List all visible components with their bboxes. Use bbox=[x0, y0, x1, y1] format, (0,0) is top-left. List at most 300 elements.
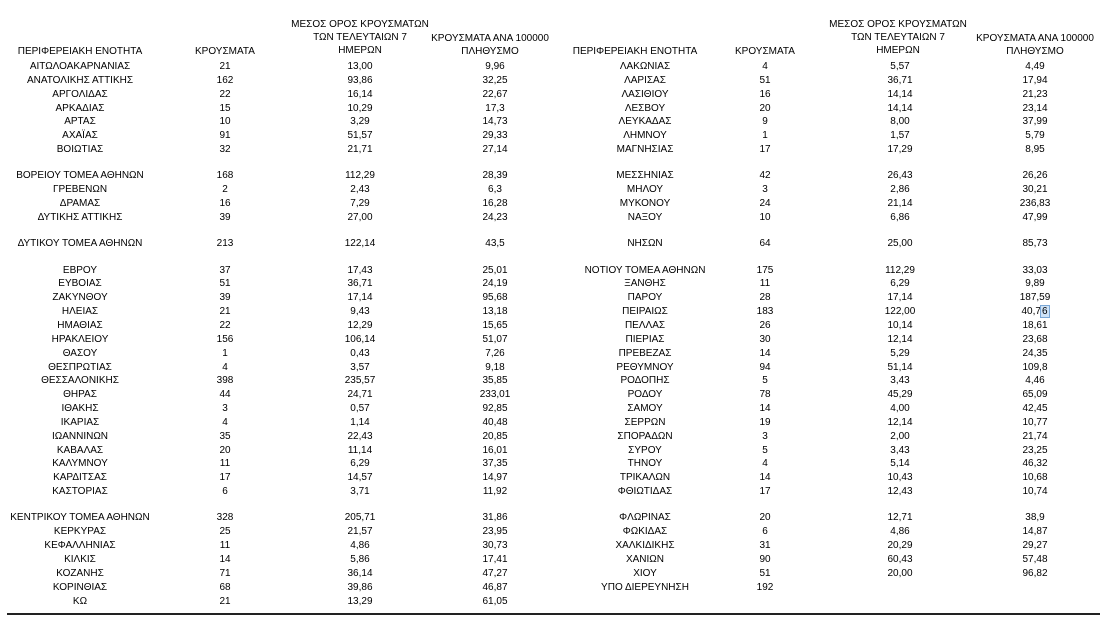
table-row bbox=[0, 197, 560, 211]
avg7-value: 6,86 bbox=[890, 211, 910, 223]
region-name: ΖΑΚΥΝΘΟΥ bbox=[52, 292, 108, 304]
per100k-value: 17,3 bbox=[485, 102, 505, 114]
cases-value: 22 bbox=[219, 320, 231, 331]
region-name: ΚΑΡΔΙΤΣΑΣ bbox=[53, 472, 107, 484]
per100k-value: 14,97 bbox=[482, 472, 508, 484]
per100k-value: 23,95 bbox=[482, 526, 508, 538]
text-selection-highlight[interactable]: 6 bbox=[1041, 306, 1048, 318]
header-per100k-line: ΚΡΟΥΣΜΑΤΑ ΑΝΑ 100000 bbox=[431, 33, 549, 44]
per100k-value: 31,86 bbox=[482, 512, 508, 524]
per100k-value: 9,18 bbox=[485, 361, 505, 373]
cases-value: 10 bbox=[219, 116, 231, 128]
per100k-value-part: 40,7 bbox=[1021, 306, 1041, 318]
region-name: ΦΘΙΩΤΙΔΑΣ bbox=[617, 486, 673, 498]
cases-value: 11 bbox=[219, 540, 231, 552]
per100k-value: 23,68 bbox=[1022, 333, 1048, 345]
header-cases: ΚΡΟΥΣΜΑΤΑ bbox=[735, 46, 795, 57]
table-row bbox=[0, 305, 560, 319]
avg7-value: 14,14 bbox=[887, 88, 913, 100]
per100k-value: 18,61 bbox=[1022, 320, 1048, 331]
per100k-value: 65,09 bbox=[1022, 389, 1048, 401]
avg7-value: 26,43 bbox=[887, 170, 913, 182]
table-row bbox=[0, 143, 560, 157]
cases-value: 20 bbox=[219, 444, 231, 456]
region-name: ΜΑΓΝΗΣΙΑΣ bbox=[616, 144, 674, 156]
cases-value: 11 bbox=[219, 458, 231, 470]
avg7-value: 10,14 bbox=[887, 320, 913, 331]
table-row bbox=[555, 511, 1115, 525]
cases-value: 51 bbox=[219, 278, 231, 290]
header-avg7-line: ΤΩΝ ΤΕΛΕΥΤΑΙΩΝ 7 bbox=[851, 32, 945, 43]
cases-value: 71 bbox=[219, 567, 231, 579]
cases-value: 168 bbox=[216, 170, 234, 182]
avg7-value: 17,29 bbox=[887, 144, 913, 156]
avg7-value: 39,86 bbox=[347, 581, 373, 593]
per100k-value: 22,67 bbox=[482, 88, 508, 100]
avg7-value: 106,14 bbox=[344, 333, 376, 345]
avg7-value: 51,57 bbox=[347, 130, 373, 142]
per100k-value: 35,85 bbox=[482, 375, 508, 387]
avg7-value: 17,14 bbox=[347, 292, 373, 304]
cases-value: 31 bbox=[759, 540, 771, 552]
per100k-value: 17,94 bbox=[1022, 74, 1048, 86]
region-name: ΒΟΡΕΙΟΥ ΤΟΜΕΑ ΑΘΗΝΩΝ bbox=[16, 170, 144, 182]
region-name: ΗΛΕΙΑΣ bbox=[61, 306, 99, 318]
avg7-value: 14,14 bbox=[887, 102, 913, 114]
region-name: ΚΟΖΑΝΗΣ bbox=[56, 567, 104, 579]
region-name: ΜΗΛΟΥ bbox=[626, 184, 664, 196]
per100k-value: 7,26 bbox=[485, 347, 505, 359]
avg7-value: 45,29 bbox=[887, 389, 913, 401]
region-name: ΘΕΣΠΡΩΤΙΑΣ bbox=[48, 361, 112, 373]
table-row bbox=[555, 444, 1115, 458]
table-row bbox=[0, 291, 560, 305]
per100k-value: 26,26 bbox=[1022, 170, 1048, 182]
region-name: ΝΟΤΙΟΥ ΤΟΜΕΑ ΑΘΗΝΩΝ bbox=[584, 264, 706, 276]
table-row bbox=[0, 277, 560, 291]
table-row bbox=[555, 102, 1115, 116]
per100k-value: 33,03 bbox=[1022, 264, 1048, 276]
cases-value: 39 bbox=[219, 211, 231, 223]
region-name: ΥΠΟ ΔΙΕΡΕΥΝΗΣΗ bbox=[601, 581, 689, 593]
table-row bbox=[0, 567, 560, 581]
table-row bbox=[555, 197, 1115, 211]
per100k-value: 96,82 bbox=[1022, 567, 1048, 579]
table-row bbox=[0, 102, 560, 116]
table-row bbox=[555, 471, 1115, 485]
cases-value: 213 bbox=[216, 238, 234, 250]
per100k-value: 24,23 bbox=[482, 211, 508, 223]
per100k-value: 47,99 bbox=[1022, 211, 1048, 223]
cases-value: 15 bbox=[219, 102, 231, 114]
region-name: ΡΟΔΟΠΗΣ bbox=[620, 375, 670, 387]
cases-value: 17 bbox=[759, 144, 771, 156]
region-name: ΧΑΝΙΩΝ bbox=[625, 554, 665, 565]
cases-value: 3 bbox=[222, 403, 228, 415]
table-row bbox=[0, 485, 560, 499]
table-row bbox=[555, 485, 1115, 499]
per100k-value: 85,73 bbox=[1022, 238, 1048, 250]
cases-value: 14 bbox=[759, 403, 771, 415]
table-row bbox=[555, 347, 1115, 361]
avg7-value: 4,00 bbox=[890, 403, 910, 415]
cases-value: 3 bbox=[762, 430, 768, 442]
cases-value: 1 bbox=[222, 347, 228, 359]
region-name: ΓΡΕΒΕΝΩΝ bbox=[52, 184, 108, 196]
table-row bbox=[0, 88, 560, 102]
header-per100k-line: ΚΡΟΥΣΜΑΤΑ ΑΝΑ 100000 bbox=[976, 33, 1094, 44]
cases-value: 37 bbox=[219, 264, 231, 276]
header-avg7-line: ΤΩΝ ΤΕΛΕΥΤΑΙΩΝ 7 bbox=[313, 32, 407, 43]
per100k-value: 10,77 bbox=[1022, 416, 1048, 428]
per100k-value: 8,95 bbox=[1025, 144, 1045, 156]
cases-value: 183 bbox=[756, 306, 774, 318]
table-row bbox=[555, 60, 1115, 74]
avg7-value: 27,00 bbox=[347, 211, 373, 223]
avg7-value: 12,14 bbox=[887, 416, 913, 428]
header-per100k-line: ΠΛΗΘΥΣΜΟ bbox=[1006, 46, 1064, 57]
region-name: ΛΕΥΚΑΔΑΣ bbox=[618, 116, 672, 128]
avg7-value: 21,57 bbox=[347, 526, 373, 538]
avg7-value: 3,43 bbox=[890, 375, 910, 387]
region-name: ΝΗΣΩΝ bbox=[627, 238, 663, 250]
region-name: ΒΟΙΩΤΙΑΣ bbox=[56, 144, 104, 156]
table-row bbox=[0, 457, 560, 471]
cases-value: 94 bbox=[759, 361, 771, 373]
table-row bbox=[555, 143, 1115, 157]
table-row bbox=[555, 430, 1115, 444]
region-name: ΛΑΡΙΣΑΣ bbox=[624, 74, 666, 86]
region-name: ΕΒΡΟΥ bbox=[62, 264, 98, 276]
region-name: ΘΕΣΣΑΛΟΝΙΚΗΣ bbox=[41, 375, 119, 387]
avg7-value: 235,57 bbox=[344, 375, 376, 387]
avg7-value: 17,14 bbox=[887, 292, 913, 304]
region-name: ΚΕΡΚΥΡΑΣ bbox=[53, 526, 107, 538]
cases-value: 90 bbox=[759, 554, 771, 565]
per100k-value: 29,33 bbox=[482, 130, 508, 142]
cases-value: 91 bbox=[219, 130, 231, 142]
header-avg7-line: ΜΕΣΟΣ ΟΡΟΣ ΚΡΟΥΣΜΑΤΩΝ bbox=[291, 19, 429, 30]
table-row bbox=[0, 374, 560, 388]
region-name: ΑΡΓΟΛΙΔΑΣ bbox=[52, 88, 108, 100]
region-name: ΤΡΙΚΑΛΩΝ bbox=[619, 472, 671, 484]
avg7-value: 6,29 bbox=[890, 278, 910, 290]
header-per100k bbox=[420, 33, 560, 58]
region-name: ΙΩΑΝΝΙΝΩΝ bbox=[51, 430, 109, 442]
avg7-value: 9,43 bbox=[350, 306, 370, 318]
region-name: ΜΕΣΣΗΝΙΑΣ bbox=[616, 170, 674, 182]
cases-value: 30 bbox=[759, 333, 771, 345]
table-row bbox=[0, 444, 560, 458]
table-row bbox=[555, 74, 1115, 88]
region-name: ΤΗΝΟΥ bbox=[627, 458, 663, 470]
per100k-value: 14,73 bbox=[482, 116, 508, 128]
cases-value: 3 bbox=[762, 184, 768, 196]
avg7-value: 24,71 bbox=[347, 389, 373, 401]
region-name: ΛΑΣΙΘΙΟΥ bbox=[621, 88, 669, 100]
per100k-value: 17,41 bbox=[482, 554, 508, 565]
per100k-value: 38,9 bbox=[1025, 512, 1045, 524]
region-name: ΝΑΞΟΥ bbox=[627, 211, 663, 223]
right-table bbox=[555, 60, 1115, 595]
per100k-value: 9,89 bbox=[1025, 278, 1045, 290]
per100k-value: 37,35 bbox=[482, 458, 508, 470]
avg7-value: 20,29 bbox=[887, 540, 913, 552]
avg7-value: 22,43 bbox=[347, 430, 373, 442]
table-row bbox=[0, 347, 560, 361]
table-row bbox=[0, 539, 560, 553]
per100k-value: 10,68 bbox=[1022, 472, 1048, 484]
region-name: ΠΙΕΡΙΑΣ bbox=[625, 333, 665, 345]
avg7-value: 8,00 bbox=[890, 116, 910, 128]
avg7-value: 12,29 bbox=[347, 320, 373, 331]
table-row bbox=[555, 319, 1115, 333]
avg7-value: 5,29 bbox=[890, 347, 910, 359]
header-avg7 bbox=[280, 19, 440, 57]
cases-value: 16 bbox=[219, 198, 231, 210]
cases-value: 156 bbox=[216, 333, 234, 345]
per100k-value: 40,48 bbox=[482, 416, 508, 428]
cases-value: 64 bbox=[759, 238, 771, 250]
cases-value: 4 bbox=[762, 458, 768, 470]
region-name: ΠΕΛΛΑΣ bbox=[624, 320, 666, 331]
region-name: ΚΟΡΙΝΘΙΑΣ bbox=[52, 581, 108, 593]
avg7-value: 1,14 bbox=[350, 416, 370, 428]
avg7-value: 10,29 bbox=[347, 102, 373, 114]
header-avg7 bbox=[818, 19, 978, 57]
table-row bbox=[0, 511, 560, 525]
avg7-value: 2,00 bbox=[890, 430, 910, 442]
table-row bbox=[555, 567, 1115, 581]
table-row bbox=[0, 264, 560, 278]
cases-value: 19 bbox=[759, 416, 771, 428]
cases-value: 6 bbox=[762, 526, 768, 538]
cases-value: 4 bbox=[222, 416, 228, 428]
avg7-value: 122,00 bbox=[884, 306, 916, 318]
region-name: ΦΩΚΙΔΑΣ bbox=[622, 526, 668, 538]
per100k-value[interactable] bbox=[970, 305, 1100, 319]
table-row bbox=[555, 291, 1115, 305]
cases-value: 17 bbox=[759, 486, 771, 498]
table-row bbox=[555, 264, 1115, 278]
cases-value: 42 bbox=[759, 170, 771, 182]
avg7-value: 21,71 bbox=[347, 144, 373, 156]
region-name: ΣΕΡΡΩΝ bbox=[624, 416, 666, 428]
cases-value: 9 bbox=[762, 116, 768, 128]
avg7-value: 5,14 bbox=[890, 458, 910, 470]
per100k-value: 14,87 bbox=[1022, 526, 1048, 538]
region-name: ΣΠΟΡΑΔΩΝ bbox=[617, 430, 673, 442]
table-row bbox=[555, 525, 1115, 539]
table-row bbox=[0, 237, 560, 251]
per100k-value: 20,85 bbox=[482, 430, 508, 442]
avg7-value: 16,14 bbox=[347, 88, 373, 100]
avg7-value: 0,57 bbox=[350, 403, 370, 415]
cases-value: 68 bbox=[219, 581, 231, 593]
region-name: ΔΥΤΙΚΟΥ ΤΟΜΕΑ ΑΘΗΝΩΝ bbox=[17, 238, 143, 250]
avg7-value: 10,43 bbox=[887, 472, 913, 484]
cases-value: 398 bbox=[216, 375, 234, 387]
per100k-value: 21,74 bbox=[1022, 430, 1048, 442]
cases-value: 1 bbox=[762, 130, 768, 142]
avg7-value: 14,57 bbox=[347, 472, 373, 484]
region-name: ΡΕΘΥΜΝΟΥ bbox=[616, 361, 674, 373]
per100k-value: 16,28 bbox=[482, 198, 508, 210]
region-name: ΚΕΦΑΛΛΗΝΙΑΣ bbox=[44, 540, 116, 552]
per100k-value: 21,23 bbox=[1022, 88, 1048, 100]
header-cases: ΚΡΟΥΣΜΑΤΑ bbox=[195, 46, 255, 57]
cases-value: 14 bbox=[219, 554, 231, 565]
region-name: ΛΑΚΩΝΙΑΣ bbox=[619, 61, 671, 72]
cases-value: 162 bbox=[216, 74, 234, 86]
cases-value: 5 bbox=[762, 444, 768, 456]
cases-value: 28 bbox=[759, 292, 771, 304]
table-row bbox=[555, 539, 1115, 553]
region-name: ΠΡΕΒΕΖΑΣ bbox=[618, 347, 672, 359]
cases-value: 16 bbox=[759, 88, 771, 100]
table-row bbox=[555, 416, 1115, 430]
per100k-value: 29,27 bbox=[1022, 540, 1048, 552]
table-row bbox=[0, 183, 560, 197]
region-name: ΕΥΒΟΙΑΣ bbox=[58, 278, 102, 290]
region-name: ΔΥΤΙΚΗΣ ΑΤΤΙΚΗΣ bbox=[37, 211, 123, 223]
per100k-value: 43,5 bbox=[485, 238, 505, 250]
cases-value: 192 bbox=[756, 581, 774, 593]
region-name: ΣΥΡΟΥ bbox=[628, 444, 662, 456]
cases-value: 35 bbox=[219, 430, 231, 442]
table-row bbox=[555, 457, 1115, 471]
region-name: ΚΑΛΥΜΝΟΥ bbox=[52, 458, 108, 470]
cases-value: 44 bbox=[219, 389, 231, 401]
per100k-value: 4,49 bbox=[1025, 61, 1045, 72]
cases-value: 14 bbox=[759, 472, 771, 484]
per100k-value: 233,01 bbox=[479, 389, 511, 401]
table-row bbox=[555, 211, 1115, 225]
avg7-value: 13,00 bbox=[347, 61, 373, 72]
avg7-value: 36,14 bbox=[347, 567, 373, 579]
cases-value: 328 bbox=[216, 512, 234, 524]
region-name: ΗΜΑΘΙΑΣ bbox=[57, 320, 103, 331]
cases-value: 51 bbox=[759, 74, 771, 86]
avg7-value: 3,29 bbox=[350, 116, 370, 128]
avg7-value: 11,14 bbox=[347, 444, 373, 456]
avg7-value: 51,14 bbox=[887, 361, 913, 373]
header-per100k-line: ΠΛΗΘΥΣΜΟ bbox=[461, 46, 519, 57]
table-row bbox=[0, 581, 560, 595]
region-name: ΠΑΡΟΥ bbox=[627, 292, 663, 304]
region-name: ΧΑΛΚΙΔΙΚΗΣ bbox=[615, 540, 675, 552]
table-row bbox=[0, 553, 560, 567]
per100k-value: 30,73 bbox=[482, 540, 508, 552]
per100k-value: 61,05 bbox=[482, 595, 508, 607]
table-row bbox=[555, 402, 1115, 416]
per100k-value: 51,07 bbox=[482, 333, 508, 345]
per100k-value: 109,8 bbox=[1022, 361, 1048, 373]
table-row bbox=[555, 388, 1115, 402]
avg7-value: 112,29 bbox=[885, 264, 915, 276]
region-name: ΣΑΜΟΥ bbox=[627, 403, 663, 415]
avg7-value: 12,71 bbox=[887, 512, 913, 524]
per100k-value: 95,68 bbox=[482, 292, 508, 304]
per100k-value: 6,3 bbox=[488, 184, 502, 196]
bottom-rule bbox=[7, 613, 1100, 615]
cases-value: 4 bbox=[222, 361, 228, 373]
region-name: ΚΙΛΚΙΣ bbox=[64, 554, 96, 565]
avg7-value: 17,43 bbox=[347, 264, 373, 276]
avg7-value: 21,14 bbox=[887, 198, 913, 210]
cases-value: 78 bbox=[759, 389, 771, 401]
region-name: ΜΥΚΟΝΟΥ bbox=[619, 198, 671, 210]
region-name: ΙΘΑΚΗΣ bbox=[61, 403, 99, 415]
region-name: ΘΑΣΟΥ bbox=[62, 347, 98, 359]
table-row bbox=[0, 525, 560, 539]
table-row bbox=[0, 74, 560, 88]
per100k-value: 187,59 bbox=[1019, 292, 1051, 304]
per100k-value: 46,87 bbox=[482, 581, 508, 593]
cases-value: 2 bbox=[222, 184, 228, 196]
region-name: ΘΗΡΑΣ bbox=[63, 389, 97, 401]
per100k-value: 28,39 bbox=[482, 170, 508, 182]
table-row bbox=[555, 361, 1115, 375]
table-row bbox=[0, 115, 560, 129]
region-name: ΞΑΝΘΗΣ bbox=[624, 278, 666, 290]
table-row bbox=[0, 169, 560, 183]
cases-value: 14 bbox=[759, 347, 771, 359]
header-region: ΠΕΡΙΦΕΡΕΙΑΚΗ ΕΝΟΤΗΤΑ bbox=[17, 46, 143, 57]
region-name: ΑΙΤΩΛΟΑΚΑΡΝΑΝΙΑΣ bbox=[29, 61, 131, 72]
table-row bbox=[0, 211, 560, 225]
cases-value: 21 bbox=[219, 306, 231, 318]
per100k-value: 13,18 bbox=[482, 306, 508, 318]
header-per100k bbox=[960, 33, 1110, 58]
per100k-value: 92,85 bbox=[482, 403, 508, 415]
cases-value: 21 bbox=[219, 595, 231, 607]
table-row bbox=[555, 581, 1115, 595]
table-row bbox=[555, 553, 1115, 567]
cases-value: 4 bbox=[762, 61, 768, 72]
region-name: ΔΡΑΜΑΣ bbox=[59, 198, 101, 210]
table-row bbox=[0, 416, 560, 430]
region-name: ΛΗΜΝΟΥ bbox=[623, 130, 667, 142]
per100k-value: 15,65 bbox=[482, 320, 508, 331]
table-row bbox=[555, 374, 1115, 388]
region-name: ΧΙΟΥ bbox=[633, 567, 657, 579]
cases-value: 39 bbox=[219, 292, 231, 304]
region-name: ΛΕΣΒΟΥ bbox=[624, 102, 666, 114]
per100k-value: 25,01 bbox=[482, 264, 508, 276]
avg7-value: 6,29 bbox=[350, 458, 370, 470]
avg7-value: 5,57 bbox=[890, 61, 910, 72]
per100k-value: 9,96 bbox=[485, 61, 505, 72]
avg7-value: 4,86 bbox=[890, 526, 910, 538]
avg7-value: 2,43 bbox=[350, 184, 370, 196]
region-name: ΑΡΤΑΣ bbox=[64, 116, 96, 128]
table-row bbox=[555, 88, 1115, 102]
per100k-value: 42,45 bbox=[1022, 403, 1048, 415]
region-name: ΚΕΝΤΡΙΚΟΥ ΤΟΜΕΑ ΑΘΗΝΩΝ bbox=[10, 512, 150, 524]
cases-value: 11 bbox=[759, 278, 771, 290]
per100k-value: 10,74 bbox=[1022, 486, 1048, 498]
avg7-value: 122,14 bbox=[344, 238, 376, 250]
avg7-value: 36,71 bbox=[887, 74, 913, 86]
region-name: ΠΕΙΡΑΙΩΣ bbox=[622, 306, 668, 318]
cases-value: 5 bbox=[762, 375, 768, 387]
per100k-value: 16,01 bbox=[482, 444, 508, 456]
avg7-value: 112,29 bbox=[345, 170, 375, 182]
per100k-value: 5,79 bbox=[1025, 130, 1045, 142]
table-row bbox=[0, 333, 560, 347]
header-avg7-line: ΜΕΣΟΣ ΟΡΟΣ ΚΡΟΥΣΜΑΤΩΝ bbox=[829, 19, 967, 30]
